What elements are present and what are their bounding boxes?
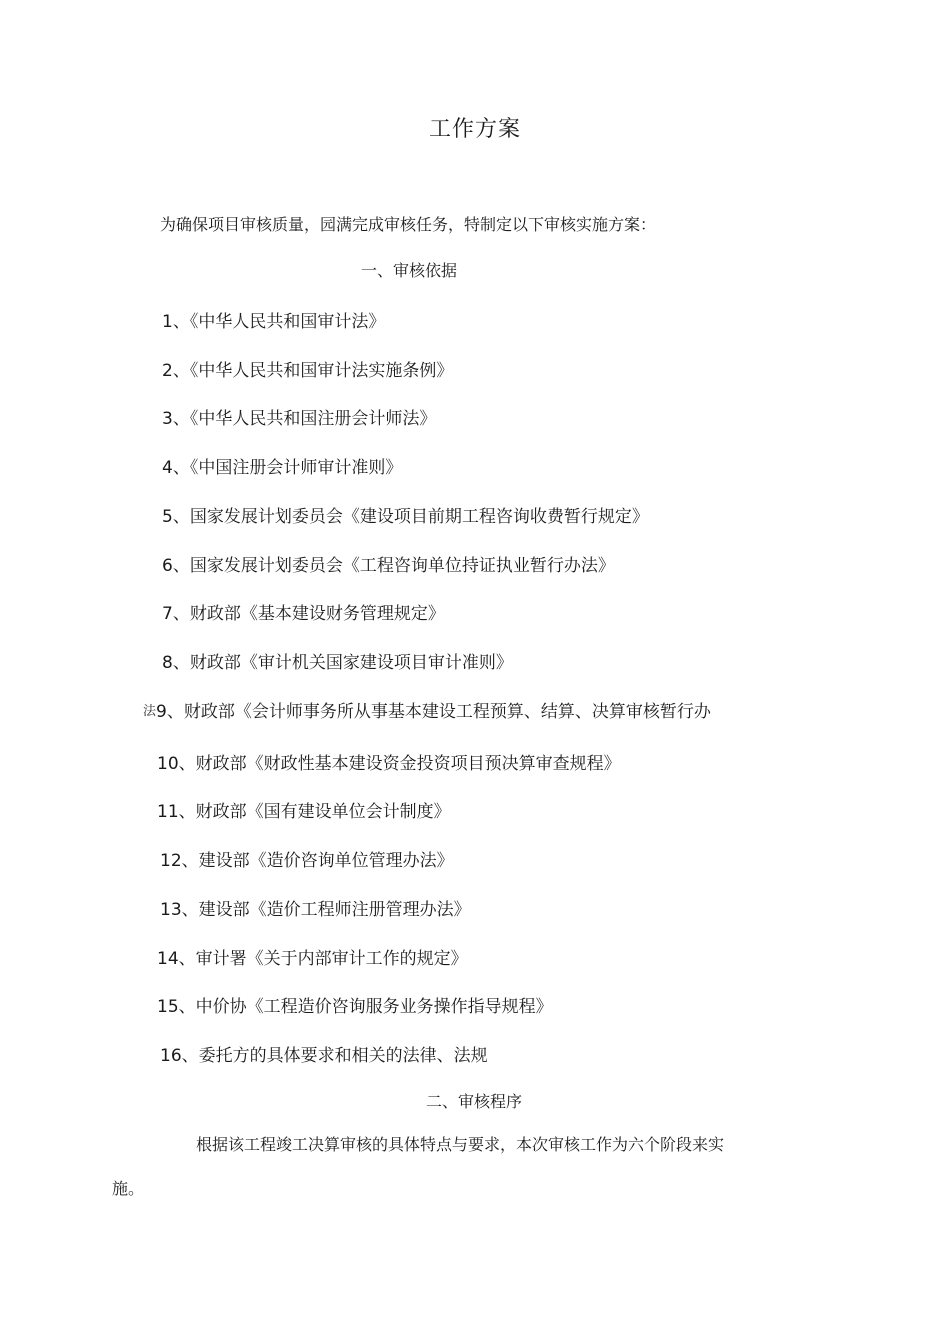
stray-mark: 法 (143, 704, 157, 719)
list-item: 13、建设部《造价工程师注册管理办法》 (160, 900, 471, 920)
procedure-paragraph-line: 施。 (112, 1179, 145, 1198)
procedure-paragraph-line: 根据该工程竣工决算审核的具体特点与要求，本次审核工作为六个阶段来实 (196, 1135, 725, 1154)
list-item: 16、委托方的具体要求和相关的法律、法规 (160, 1046, 488, 1066)
section-heading-procedure: 二、审核程序 (426, 1092, 523, 1111)
list-item: 14、审计署《关于内部审计工作的规定》 (157, 949, 468, 969)
list-item: 4、《中国注册会计师审计准则》 (162, 458, 403, 478)
list-item: 5、国家发展计划委员会《建设项目前期工程咨询收费暂行规定》 (162, 507, 649, 527)
intro-paragraph: 为确保项目审核质量，园满完成审核任务，特制定以下审核实施方案： (160, 215, 657, 234)
section-heading-basis: 一、审核依据 (361, 261, 458, 280)
list-item: 9、财政部《会计师事务所从事基本建设工程预算、结算、决算审核暂行办 (156, 702, 711, 722)
list-item: 6、国家发展计划委员会《工程咨询单位持证执业暂行办法》 (162, 556, 615, 576)
list-item: 10、财政部《财政性基本建设资金投资项目预决算审查规程》 (157, 754, 621, 774)
document-title: 工作方案 (428, 117, 521, 142)
list-item: 12、建设部《造价咨询单位管理办法》 (160, 851, 454, 871)
list-item: 8、财政部《审计机关国家建设项目审计准则》 (162, 653, 513, 673)
list-item: 1、《中华人民共和国审计法》 (162, 312, 386, 332)
list-item: 7、财政部《基本建设财务管理规定》 (162, 604, 445, 624)
list-item: 15、中价协《工程造价咨询服务业务操作指导规程》 (157, 997, 553, 1017)
list-item: 3、《中华人民共和国注册会计师法》 (162, 409, 437, 429)
list-item: 11、财政部《国有建设单位会计制度》 (157, 802, 451, 822)
list-item: 2、《中华人民共和国审计法实施条例》 (162, 361, 454, 381)
